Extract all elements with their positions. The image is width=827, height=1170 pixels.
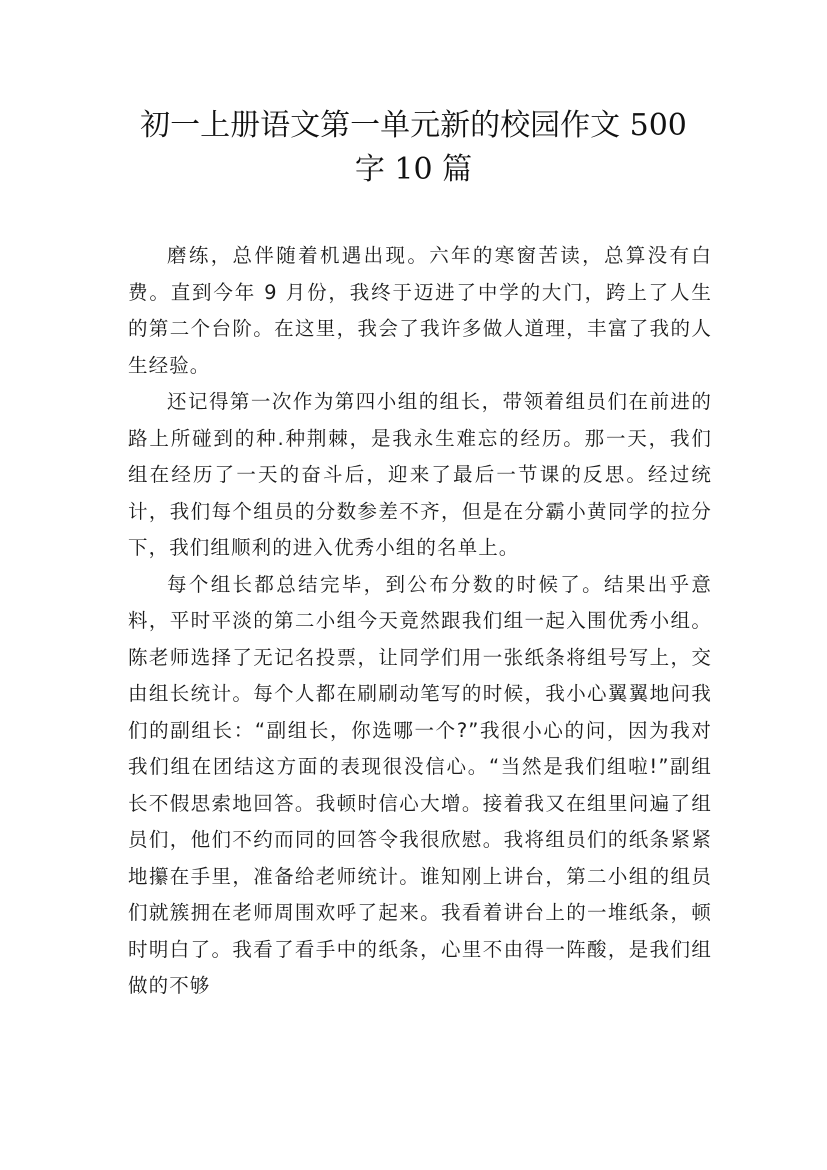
paragraph-1: 磨练，总伴随着机遇出现。六年的寒窗苦读，总算没有白费。直到今年 9 月份，我终于迈进了中学的大门，跨上了人生的第二个台阶。在这里，我会了我许多做人道理，丰富了我的人生经验。: [128, 244, 712, 377]
title-line-2: 字 10 篇: [354, 152, 473, 187]
paragraph-2: 还记得第一次作为第四小组的组长，带领着组员们在前进的路上所碰到的种.种荆棘，是我永生难忘的经历。那一天，我们组在经历了一天的奋斗后，迎来了最后一节课的反思。经过统计，我们每个组员的分数参差不齐，但是在分霸小黄同学的拉分下，我们组顺利的进入优秀小组的名单上。: [128, 390, 712, 559]
title-line-1: 初一上册语文第一单元新的校园作文 500: [140, 108, 687, 143]
document-body: [128, 238, 712, 1005]
paragraph-3: 每个组长都总结完毕，到公布分数的时候了。结果出乎意料，平时平淡的第二小组今天竟然跟我们组一起入围优秀小组。陈老师选择了无记名投票，让同学们用一张纸条将组号写上，交由组长统计。每个人都在刷刷动笔写的时候，我小心翼翼地问我们的副组长：“副组长，你选哪一个?”我很小心的问，因为我对我们组在团结这方面的表现很没信心。“当然是我们组啦!”副组长不假思索地回答。我顿时信心大增。接着我又在组里问遍了组员们，他们不约而同的回答令我很欣慰。我将组员们的纸条紧紧地攥在手里，准备给老师统计。谁知刚上讲台，第二小组的组员们就簇拥在老师周围欢呼了起来。我看着讲台上的一堆纸条，顿时明白了。我看了看手中的纸条，心里不由得一阵酸，是我们组做的不够: [128, 572, 712, 997]
document-title: [100, 104, 727, 192]
